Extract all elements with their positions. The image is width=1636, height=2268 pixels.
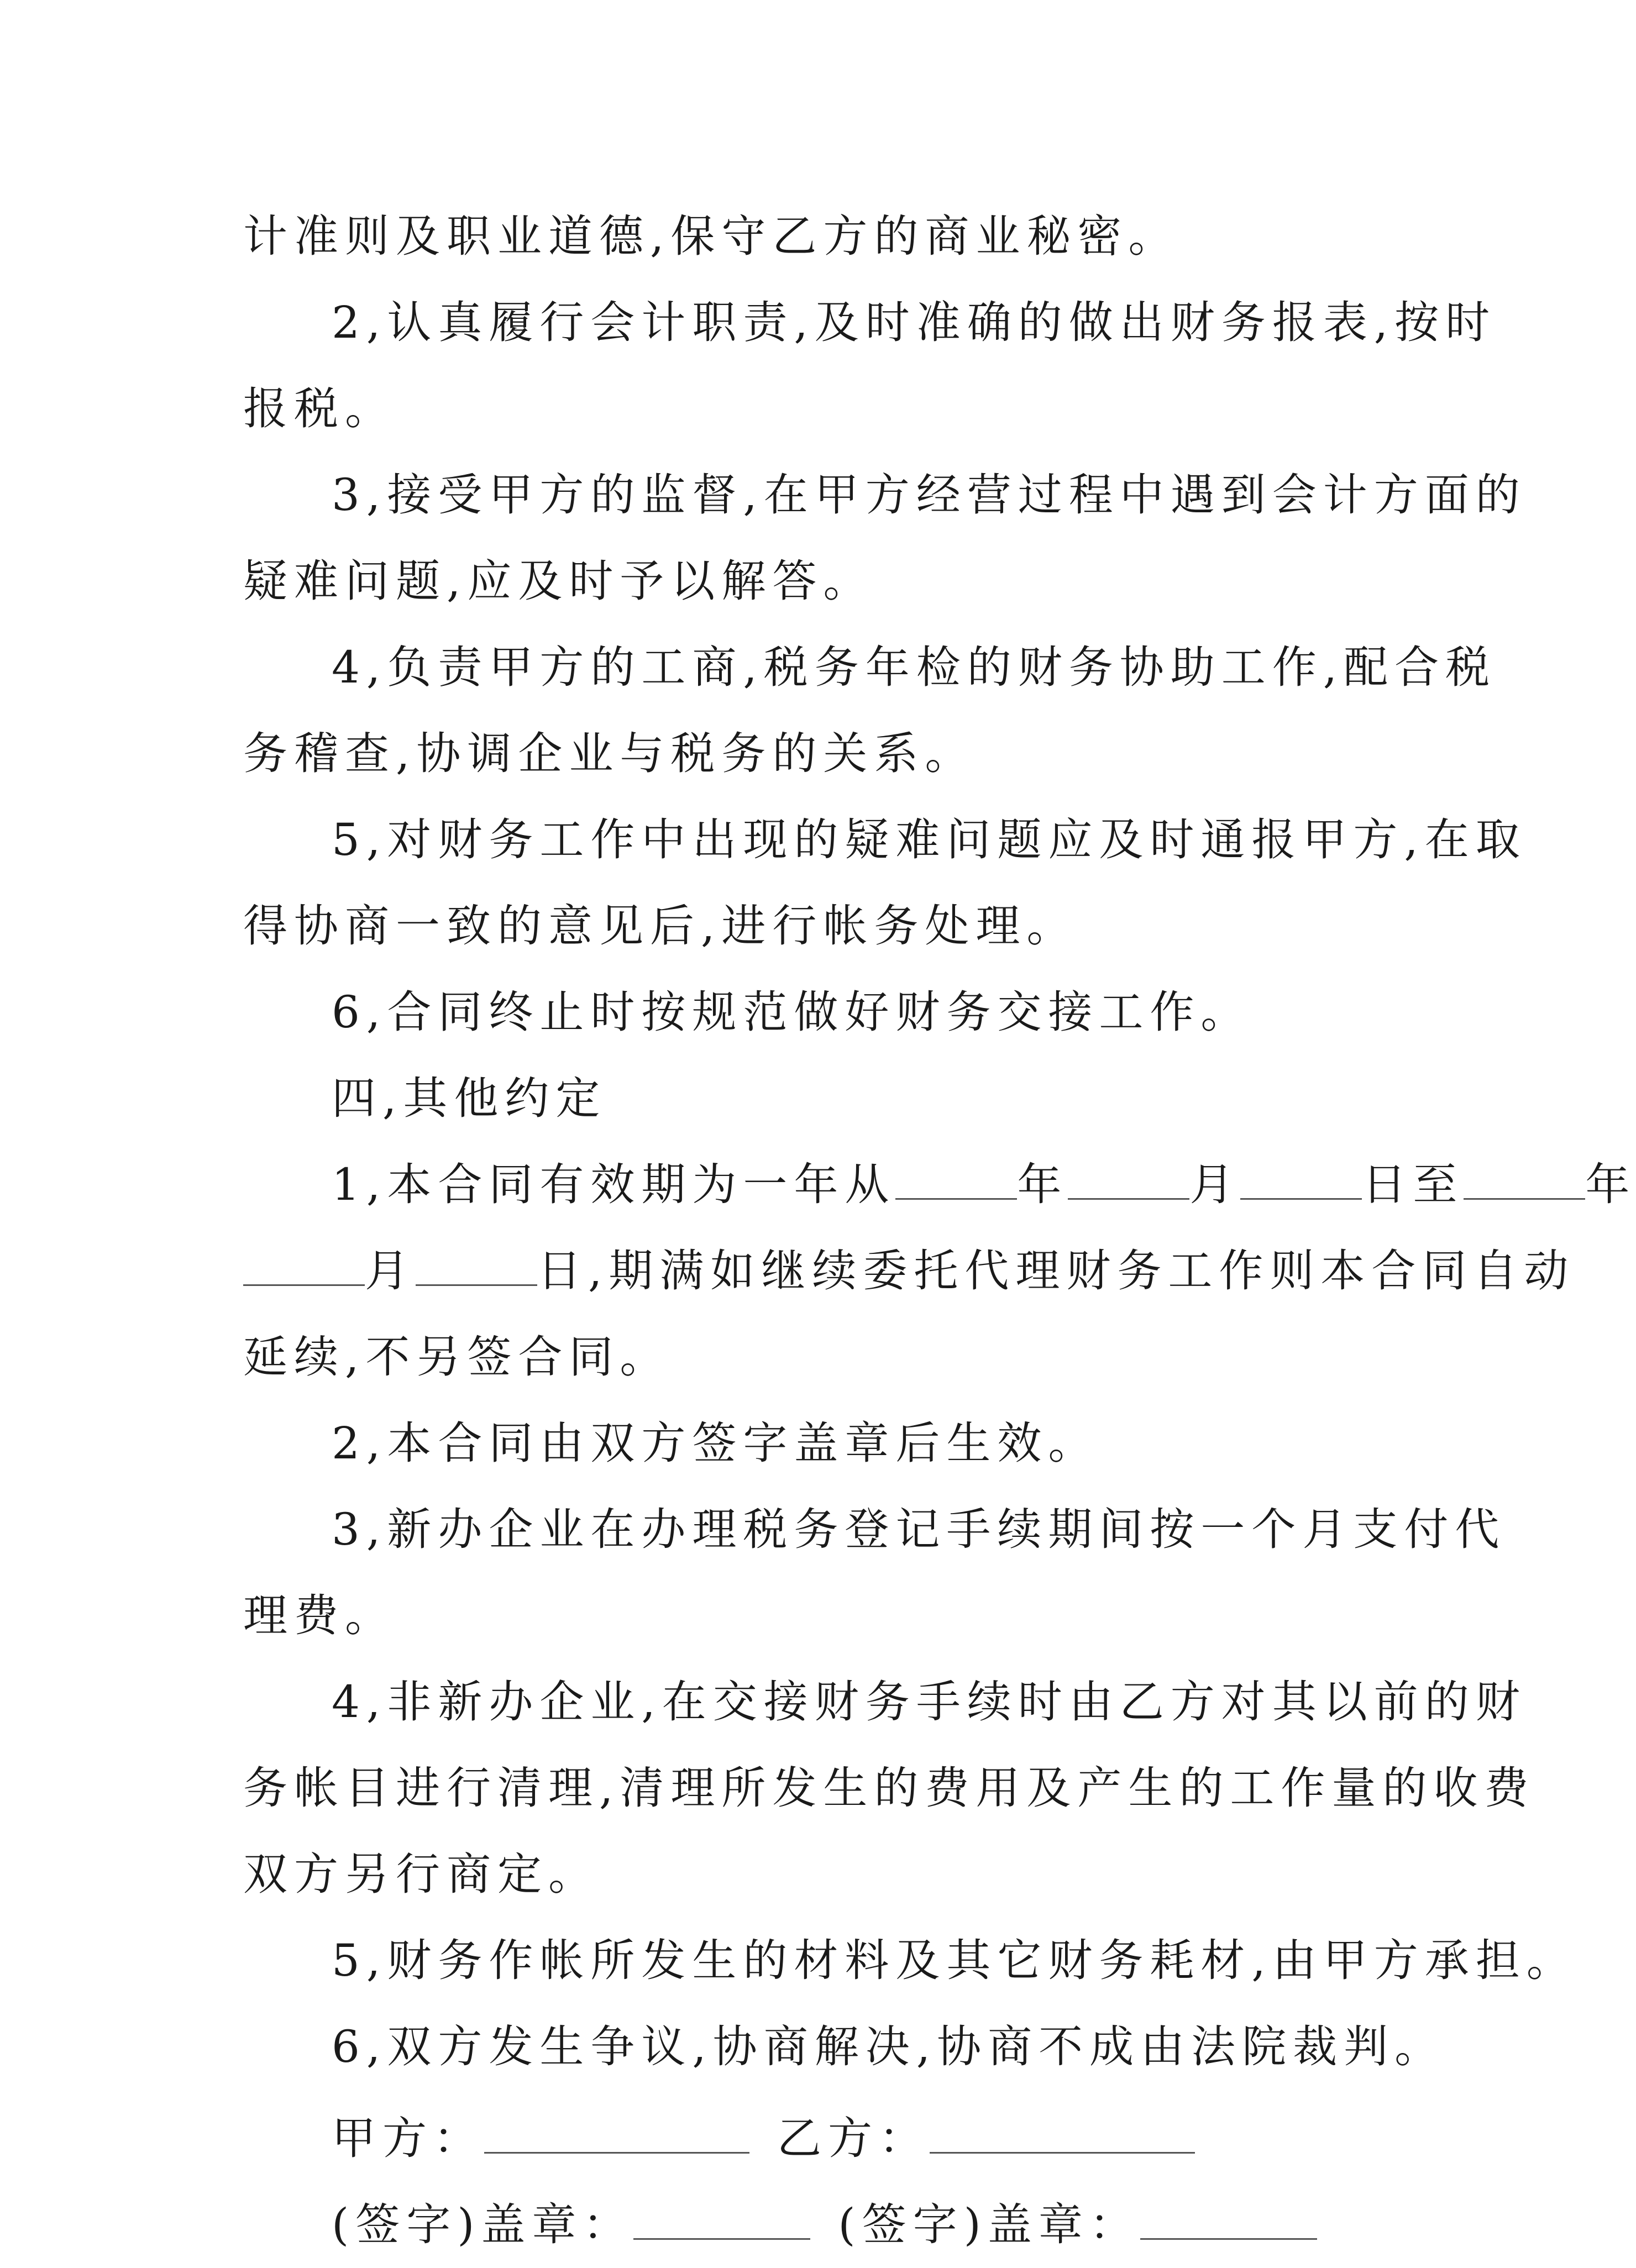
clause-4-1-cont (243, 1228, 1575, 1314)
clause-4-4: 4,非新办企业,在交接财务手续时由乙方对其以前的财 (332, 1676, 1527, 1728)
party-a-label: 甲方： (332, 2113, 484, 2164)
month-blank-end[interactable] (243, 1249, 365, 1286)
clause-4-4-cont: 务帐目进行清理,清理所发生的费用及产生的工作量的收费 (243, 1762, 1535, 1814)
party-b-label: 乙方： (777, 2113, 930, 2164)
party-b-field[interactable] (930, 2117, 1195, 2154)
clause-3-4: 4,负责甲方的工商,税务年检的财务协助工作,配合税 (332, 642, 1497, 693)
clause-4-5: 5,财务作帐所发生的材料及其它财务耗材,由甲方承担。 (332, 1935, 1577, 1986)
month-label: 月 (1189, 1159, 1241, 1210)
clause-4-3-cont: 理费。 (243, 1590, 396, 1641)
seal-b-label: (签字)盖章： (838, 2199, 1140, 2250)
party-a-field[interactable] (484, 2117, 749, 2154)
clause-4-4-cont2: 双方另行商定。 (243, 1849, 599, 1900)
clause-3-3-cont: 疑难问题,应及时予以解答。 (243, 555, 874, 607)
clause-3-4-cont: 务稽查,协调企业与税务的关系。 (243, 728, 976, 779)
clause-3-5: 5,对财务工作中出现的疑难问题应及时通报甲方,在取 (332, 814, 1527, 865)
seal-b-field[interactable] (1140, 2203, 1317, 2240)
day-to-label: 日至 (1362, 1159, 1464, 1210)
section-heading-4: 四,其他约定 (332, 1073, 607, 1124)
year-label-end: 年 (1585, 1159, 1636, 1210)
contract-body (243, 193, 1636, 2268)
year-blank-start[interactable] (895, 1163, 1017, 1200)
clause-4-1-cont-text: 日,期满如继续委托代理财务工作则本合同自动 (537, 1245, 1575, 1296)
clause-4-6: 6,双方发生争议,协商解决,协商不成由法院裁判。 (332, 2021, 1446, 2072)
month-blank-start[interactable] (1068, 1163, 1189, 1200)
clause-3-6: 6,合同终止时按规范做好财务交接工作。 (332, 986, 1252, 1038)
year-blank-end[interactable] (1464, 1163, 1585, 1200)
clause-4-1-text: 1,本合同有效期为一年从 (332, 1159, 896, 1210)
year-label: 年 (1017, 1159, 1068, 1210)
day-blank-start[interactable] (1240, 1163, 1362, 1200)
party-line (243, 2096, 1371, 2182)
clause-3-5-cont: 得协商一致的意见后,进行帐务处理。 (243, 900, 1078, 952)
seal-a-field[interactable] (633, 2203, 810, 2240)
clause-3-3: 3,接受甲方的监督,在甲方经营过程中遇到会计方面的 (332, 469, 1527, 521)
clause-4-2: 2,本合同由双方签字盖章后生效。 (332, 1418, 1099, 1469)
paragraph-continuation: 计准则及职业道德,保守乙方的商业秘密。 (243, 211, 1179, 262)
seal-line (243, 2182, 1371, 2268)
clause-4-1 (243, 1142, 1636, 1228)
clause-3-2: 2,认真履行会计职责,及时准确的做出财务报表,按时 (332, 297, 1497, 348)
clause-3-2-cont: 报税。 (243, 383, 396, 434)
day-blank-end[interactable] (416, 1249, 537, 1286)
clause-4-1-cont2: 延续,不另签合同。 (243, 1331, 671, 1383)
clause-4-3: 3,新办企业在办理税务登记手续期间按一个月支付代 (332, 1504, 1506, 1555)
seal-a-label: (签字)盖章： (332, 2199, 634, 2250)
month-label-end: 月 (365, 1245, 416, 1296)
